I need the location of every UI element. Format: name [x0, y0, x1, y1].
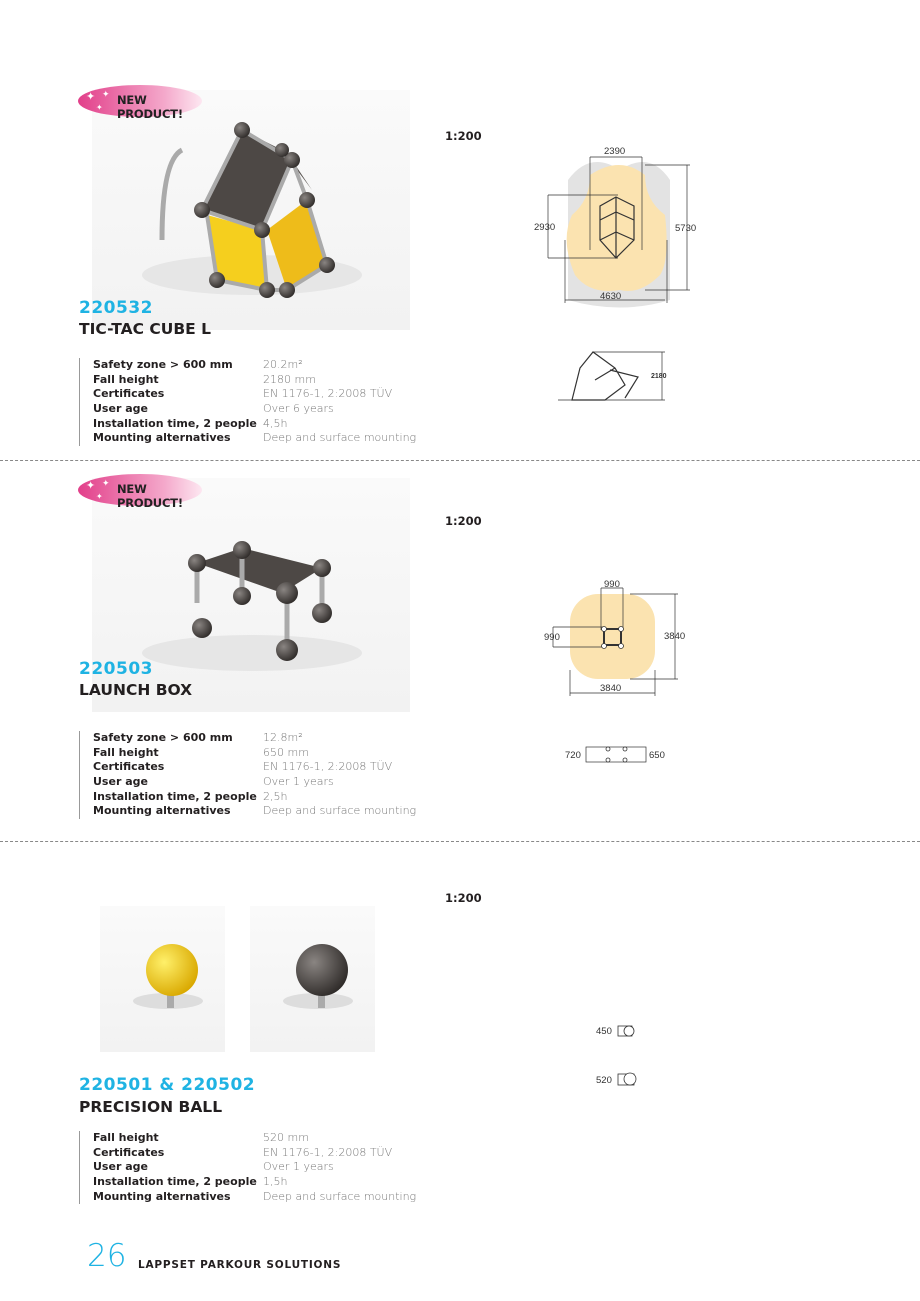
- new-product-badge: [78, 473, 206, 510]
- section-divider: [0, 460, 920, 461]
- badge-label: NEW PRODUCT!: [117, 93, 183, 121]
- dimension-small: 450: [596, 1026, 612, 1037]
- spec-value: Over 1 years: [263, 1160, 334, 1174]
- spec-list: [79, 358, 416, 446]
- spec-value: Deep and surface mounting: [263, 804, 417, 818]
- dimension-side-left: 720: [565, 750, 581, 761]
- drawing-scale: 1:200: [445, 129, 482, 143]
- spec-value: Deep and surface mounting: [263, 1189, 417, 1203]
- spec-row: [93, 760, 416, 775]
- footer-title: LAPPSET PARKOUR SOLUTIONS: [138, 1259, 342, 1271]
- product-code: 220532: [79, 298, 153, 318]
- spec-label: Fall height: [93, 745, 159, 759]
- dimension-right: 5730: [675, 223, 697, 234]
- dimension-large: 520: [596, 1075, 612, 1086]
- spec-row: [93, 790, 416, 805]
- spec-row: [93, 1160, 416, 1175]
- technical-drawing-tic-tac-cube: [520, 140, 720, 410]
- drawing-scale: 1:200: [445, 891, 482, 905]
- page-number: 26: [87, 1238, 127, 1274]
- svg-text:✦: ✦: [96, 103, 103, 112]
- svg-text:✦: ✦: [96, 492, 103, 501]
- spec-value: 20.2m²: [263, 358, 303, 371]
- spec-value: 4,5h: [263, 416, 288, 430]
- spec-label: Certificates: [93, 1145, 165, 1159]
- spec-row: [93, 1131, 416, 1146]
- spec-value: Over 1 years: [263, 775, 334, 789]
- dimension-top: 2390: [604, 146, 626, 157]
- drawing-scale: 1:200: [445, 514, 482, 528]
- spec-list: [79, 731, 416, 819]
- spec-value: 520 mm: [263, 1131, 309, 1144]
- section-divider: [0, 841, 920, 842]
- spec-row: [93, 1175, 416, 1190]
- spec-label: Mounting alternatives: [93, 1189, 231, 1203]
- spec-label: User age: [93, 1160, 148, 1174]
- spec-label: Installation time, 2 people: [93, 416, 257, 430]
- spec-label: Installation time, 2 people: [93, 789, 257, 803]
- spec-row: [93, 358, 416, 373]
- spec-list: [79, 1131, 416, 1204]
- spec-label: Fall height: [93, 1131, 159, 1144]
- badge-label: NEW PRODUCT!: [117, 482, 183, 510]
- spec-row: [93, 1190, 416, 1205]
- spec-row: [93, 731, 416, 746]
- new-product-badge: [78, 84, 206, 121]
- spec-value: EN 1176-1, 2:2008 TÜV: [263, 1145, 393, 1159]
- product-photo-precision-ball-yellow: [100, 906, 225, 1052]
- dimension-height: 2180: [651, 373, 667, 380]
- dimension-left: 990: [544, 632, 560, 643]
- dimension-side-right: 650: [649, 750, 665, 761]
- spec-label: Installation time, 2 people: [93, 1175, 257, 1189]
- spec-row: [93, 387, 416, 402]
- spec-row: [93, 775, 416, 790]
- spec-row: [93, 804, 416, 819]
- spec-value: Deep and surface mounting: [263, 431, 417, 445]
- spec-label: Safety zone > 600 mm: [93, 731, 233, 744]
- dimension-top: 990: [604, 579, 620, 590]
- spec-label: Fall height: [93, 372, 159, 386]
- spec-value: 2180 mm: [263, 372, 316, 386]
- spec-value: EN 1176-1, 2:2008 TÜV: [263, 387, 393, 401]
- spec-value: 1,5h: [263, 1175, 288, 1189]
- product-code: 220501 & 220502: [79, 1075, 256, 1095]
- svg-text:✦: ✦: [86, 479, 96, 492]
- spec-label: Certificates: [93, 387, 165, 401]
- product-name: PRECISION BALL: [79, 1098, 223, 1116]
- product-name: TIC-TAC CUBE L: [79, 320, 211, 338]
- spec-value: 12.8m²: [263, 731, 303, 744]
- spec-label: Mounting alternatives: [93, 431, 231, 445]
- spec-row: [93, 746, 416, 761]
- spec-label: User age: [93, 775, 148, 789]
- svg-text:✦: ✦: [102, 479, 110, 489]
- technical-drawing-precision-ball: [590, 1020, 650, 1095]
- spec-row: [93, 417, 416, 432]
- spec-label: User age: [93, 402, 148, 416]
- technical-drawing-launch-box: [530, 570, 700, 770]
- spec-label: Certificates: [93, 760, 165, 774]
- spec-label: Mounting alternatives: [93, 804, 231, 818]
- svg-text:✦: ✦: [86, 90, 96, 103]
- product-photo-tic-tac-cube: [92, 90, 410, 330]
- product-code: 220503: [79, 659, 153, 679]
- spec-value: 650 mm: [263, 745, 309, 759]
- spec-label: Safety zone > 600 mm: [93, 358, 233, 371]
- spec-value: EN 1176-1, 2:2008 TÜV: [263, 760, 393, 774]
- spec-value: Over 6 years: [263, 402, 334, 416]
- product-photo-precision-ball-dark: [250, 906, 375, 1052]
- spec-row: [93, 431, 416, 446]
- spec-value: 2,5h: [263, 789, 288, 803]
- svg-text:✦: ✦: [102, 90, 110, 100]
- dimension-left: 2930: [534, 222, 556, 233]
- product-name: LAUNCH BOX: [79, 681, 193, 699]
- spec-row: [93, 1146, 416, 1161]
- dimension-right: 3840: [664, 631, 686, 642]
- spec-row: [93, 373, 416, 388]
- dimension-bottom: 4630: [600, 291, 622, 302]
- spec-row: [93, 402, 416, 417]
- dimension-bottom: 3840: [600, 683, 622, 694]
